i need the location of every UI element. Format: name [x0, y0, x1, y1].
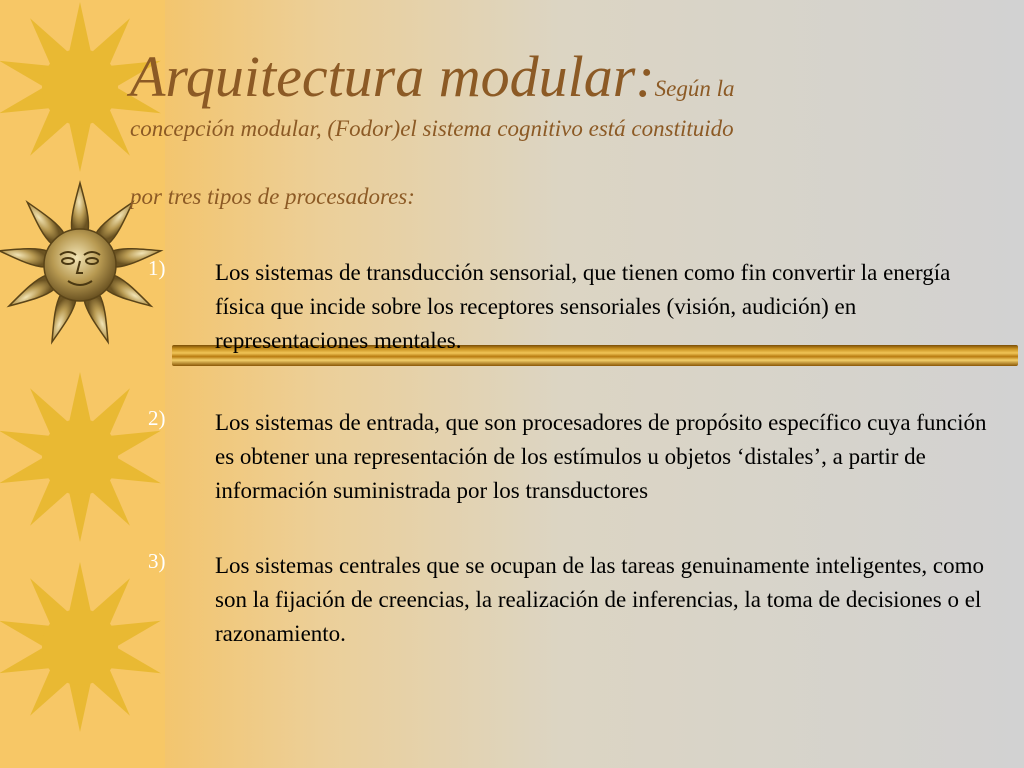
sun-icon	[0, 560, 165, 735]
subtitle-line: concepción modular, (Fodor)el sistema cognitivo está constituido	[130, 116, 734, 141]
list-item-number: 3)	[148, 549, 166, 573]
list-item-text: Los sistemas centrales que se ocupan de las tareas genuinamente inteligentes, como son la fijación de creencias, la realización de inferencias, la toma de decisiones o el razonamiento.	[215, 553, 984, 646]
subtitle-line: por tres tipos de procesadores:	[130, 184, 415, 209]
list-item-number: 1)	[148, 256, 166, 280]
sun-icon	[0, 370, 165, 545]
slide-title	[130, 40, 1000, 114]
title-suffix: Según la	[654, 76, 735, 101]
list-item-text: Los sistemas de transducción sensorial, que tienen como fin convertir la energía física que incide sobre los receptores sensoriales (visión, audición) en representaciones mentales.	[215, 260, 951, 353]
list-item-text: Los sistemas de entrada, que son procesadores de propósito específico cuya función es obtener una representación de los estímulos u objetos ‘distales’, a partir de información suministrada por los transductores	[215, 410, 987, 503]
list-item-number: 2)	[148, 406, 166, 430]
title-main: Arquitectura modular:	[130, 44, 655, 109]
